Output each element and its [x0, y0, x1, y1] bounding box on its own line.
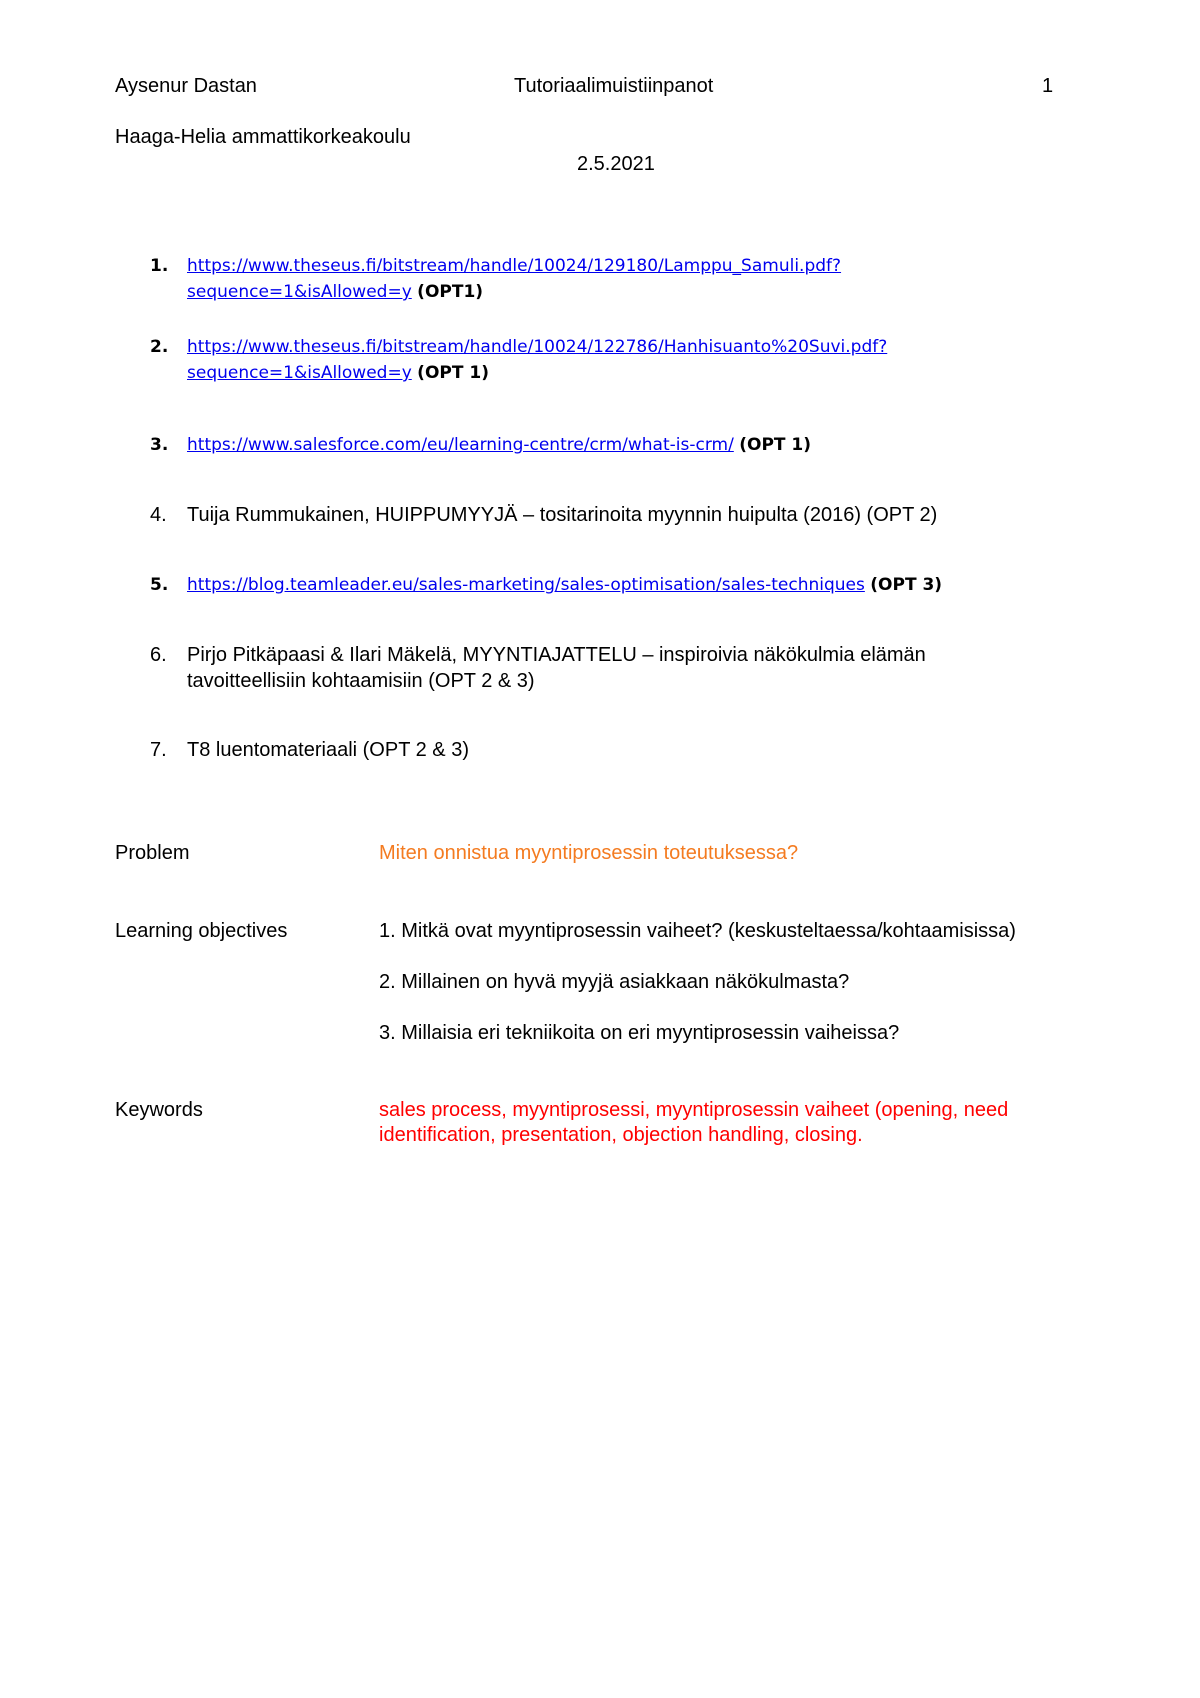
reference-number: 6.: [150, 644, 167, 666]
reference-link[interactable]: https://www.salesforce.com/eu/learning-centre/crm/what-is-crm/: [187, 435, 734, 455]
header-date: 2.5.2021: [577, 153, 655, 175]
reference-link[interactable]: https://blog.teamleader.eu/sales-marketing/sales-optimisation/sales-techniques: [187, 575, 865, 595]
keywords-text: [379, 1098, 1099, 1148]
reference-number: 5.: [150, 575, 169, 595]
reference-link-line-1[interactable]: https://www.theseus.fi/bitstream/handle/10024/122786/Hanhisuanto%20Suvi.pdf?: [187, 337, 888, 357]
reference-number: 3.: [150, 435, 169, 455]
keywords-line-1: sales process, myyntiprosessi, myyntiprosessin vaiheet (opening, need: [379, 1099, 1009, 1121]
problem-label: Problem: [115, 842, 190, 864]
reference-note: (OPT 1): [739, 435, 812, 455]
problem-text: Miten onnistua myyntiprosessin toteutuksessa?: [379, 842, 799, 864]
header-school: Haaga-Helia ammattikorkeakoulu: [115, 126, 411, 148]
header-author: Aysenur Dastan: [115, 75, 257, 97]
reference-link[interactable]: [187, 256, 841, 302]
reference-link[interactable]: [187, 337, 887, 383]
reference-note: (OPT 1): [417, 363, 489, 383]
keywords-line-2: identification, presentation, objection handling, closing.: [379, 1124, 863, 1146]
reference-text: Tuija Rummukainen, HUIPPUMYYJÄ – tositarinoita myynnin huipulta (2016) (OPT 2): [187, 504, 938, 526]
keywords-label: Keywords: [115, 1099, 203, 1121]
reference-text-line-2: tavoitteellisiin kohtaamisiin (OPT 2 & 3): [187, 670, 535, 692]
reference-number: 4.: [150, 504, 167, 526]
reference-number: 2.: [150, 337, 169, 357]
learning-objective-item: 3. Millaisia eri tekniikoita on eri myyntiprosessin vaiheissa?: [379, 1022, 900, 1044]
reference-link-line-1[interactable]: https://www.theseus.fi/bitstream/handle/10024/129180/Lamppu_Samuli.pdf?: [187, 256, 842, 276]
reference-text-line-1: Pirjo Pitkäpaasi & Ilari Mäkelä, MYYNTIAJATTELU – inspiroivia näkökulmia elämän: [187, 644, 926, 666]
learning-objective-item: 2. Millainen on hyvä myyjä asiakkaan näkökulmasta?: [379, 971, 850, 993]
header-page-number: 1: [1042, 75, 1054, 97]
reference-link-line-2[interactable]: sequence=1&isAllowed=y: [187, 282, 412, 302]
header-title: Tutoriaalimuistiinpanot: [514, 75, 714, 97]
reference-text: T8 luentomateriaali (OPT 2 & 3): [187, 739, 469, 761]
reference-note: (OPT 3): [870, 575, 943, 595]
learning-objective-item: 1. Mitkä ovat myyntiprosessin vaiheet? (keskusteltaessa/kohtaamisissa): [379, 920, 1016, 942]
reference-number: 7.: [150, 739, 167, 761]
reference-number: 1.: [150, 256, 169, 276]
reference-link-line-2[interactable]: sequence=1&isAllowed=y: [187, 363, 412, 383]
learning-objectives-label: Learning objectives: [115, 920, 288, 942]
reference-note: (OPT1): [417, 282, 484, 302]
